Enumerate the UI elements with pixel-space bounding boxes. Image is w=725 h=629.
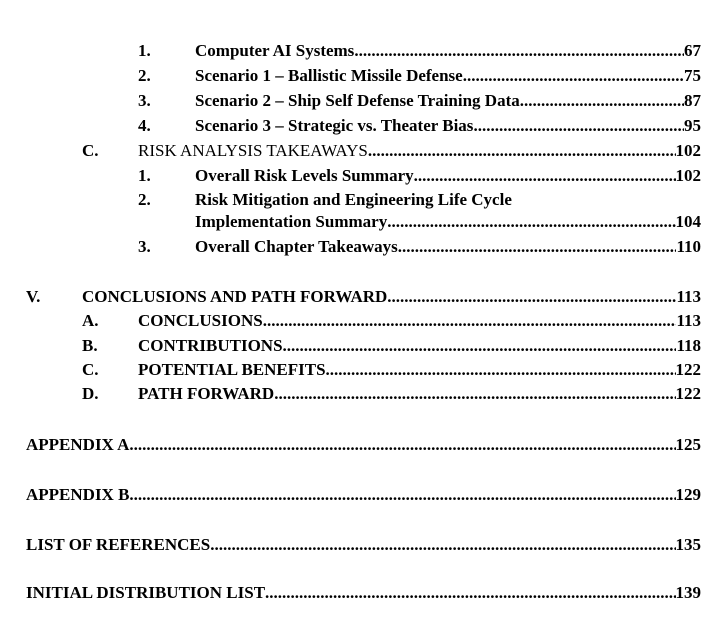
dot-leader bbox=[129, 434, 675, 456]
dot-leader bbox=[354, 40, 684, 62]
entry-line bbox=[138, 140, 701, 162]
entry-page: 95 bbox=[684, 116, 701, 135]
entry-line bbox=[195, 40, 701, 62]
toc-entry[interactable] bbox=[0, 189, 725, 235]
dot-leader bbox=[129, 484, 675, 506]
entry-line bbox=[195, 165, 701, 187]
dot-leader bbox=[463, 65, 684, 87]
toc-entry[interactable] bbox=[0, 582, 725, 604]
dot-leader bbox=[265, 582, 675, 604]
dot-leader bbox=[387, 286, 676, 308]
dot-leader bbox=[520, 90, 684, 112]
entry-number: A. bbox=[82, 311, 99, 330]
toc-entry[interactable] bbox=[0, 359, 725, 381]
entry-page: 129 bbox=[675, 485, 701, 504]
entry-page: 102 bbox=[675, 141, 701, 160]
entry-line bbox=[138, 335, 701, 357]
entry-line bbox=[26, 582, 701, 604]
toc-entry[interactable] bbox=[0, 40, 725, 62]
entry-page: 104 bbox=[675, 212, 701, 231]
entry-page: 113 bbox=[676, 287, 701, 306]
dot-leader bbox=[473, 115, 684, 137]
dot-leader bbox=[368, 140, 676, 162]
entry-line bbox=[82, 286, 701, 308]
entry-title: Implementation Summary bbox=[195, 212, 388, 231]
entry-number: 1. bbox=[138, 41, 151, 60]
entry-title: Overall Chapter Takeaways bbox=[195, 237, 398, 256]
entry-title-line1: Risk Mitigation and Engineering Life Cycle bbox=[195, 190, 512, 209]
dot-leader bbox=[387, 211, 675, 233]
entry-title: APPENDIX B bbox=[26, 485, 130, 504]
entry-line bbox=[195, 65, 701, 87]
entry-line bbox=[26, 434, 701, 456]
toc-entry[interactable] bbox=[0, 484, 725, 506]
dot-leader bbox=[274, 383, 675, 405]
toc-entry[interactable] bbox=[0, 383, 725, 405]
entry-line bbox=[138, 310, 701, 332]
entry-line bbox=[26, 484, 701, 506]
dot-leader bbox=[326, 359, 676, 381]
toc-entry[interactable] bbox=[0, 236, 725, 258]
toc-entry[interactable] bbox=[0, 165, 725, 187]
dot-leader bbox=[210, 534, 675, 556]
entry-number: C. bbox=[82, 141, 99, 160]
entry-title: LIST OF REFERENCES bbox=[26, 535, 211, 554]
entry-number: 4. bbox=[138, 116, 151, 135]
toc-entry[interactable] bbox=[0, 65, 725, 87]
entry-title: Overall Risk Levels Summary bbox=[195, 166, 414, 185]
entry-line bbox=[26, 534, 701, 556]
entry-title: PATH FORWARD bbox=[138, 384, 275, 403]
entry-number: 3. bbox=[138, 237, 151, 256]
entry-line bbox=[195, 236, 701, 258]
toc-entry[interactable] bbox=[0, 335, 725, 357]
entry-page: 122 bbox=[675, 360, 701, 379]
toc-entry[interactable] bbox=[0, 310, 725, 332]
entry-number: V. bbox=[26, 287, 41, 306]
toc-entry[interactable] bbox=[0, 434, 725, 456]
entry-number: 2. bbox=[138, 190, 151, 209]
entry-page: 87 bbox=[684, 91, 701, 110]
entry-page: 135 bbox=[675, 535, 701, 554]
entry-number: 3. bbox=[138, 91, 151, 110]
entry-title: POTENTIAL BENEFITS bbox=[138, 360, 326, 379]
dot-leader bbox=[283, 335, 677, 357]
dot-leader bbox=[398, 236, 677, 258]
entry-page: 75 bbox=[684, 66, 701, 85]
entry-page: 110 bbox=[676, 237, 701, 256]
entry-number: D. bbox=[82, 384, 99, 403]
toc-entry[interactable] bbox=[0, 534, 725, 556]
entry-page: 125 bbox=[675, 435, 701, 454]
entry-line bbox=[138, 359, 701, 381]
entry-number: 2. bbox=[138, 66, 151, 85]
toc-entry[interactable] bbox=[0, 90, 725, 112]
entry-number: 1. bbox=[138, 166, 151, 185]
entry-title: CONCLUSIONS AND PATH FORWARD bbox=[82, 287, 388, 306]
entry-number: C. bbox=[82, 360, 99, 379]
toc-entry[interactable] bbox=[0, 115, 725, 137]
entry-title: APPENDIX A bbox=[26, 435, 130, 454]
entry-page: 113 bbox=[676, 311, 701, 330]
entry-title: Computer AI Systems bbox=[195, 41, 355, 60]
toc-entry[interactable] bbox=[0, 140, 725, 162]
entry-title: Scenario 1 – Ballistic Missile Defense bbox=[195, 66, 463, 85]
entry-page: 122 bbox=[675, 384, 701, 403]
entry-line bbox=[195, 115, 701, 137]
entry-title: Scenario 3 – Strategic vs. Theater Bias bbox=[195, 116, 474, 135]
entry-title: Scenario 2 – Ship Self Defense Training Data bbox=[195, 91, 520, 110]
entry-page: 118 bbox=[676, 336, 701, 355]
entry-page: 139 bbox=[675, 583, 701, 602]
entry-title: INITIAL DISTRIBUTION LIST bbox=[26, 583, 266, 602]
entry-number: B. bbox=[82, 336, 98, 355]
entry-line bbox=[195, 90, 701, 112]
entry-page: 102 bbox=[675, 166, 701, 185]
entry-line bbox=[195, 211, 701, 233]
entry-title: CONCLUSIONS bbox=[138, 311, 263, 330]
dot-leader bbox=[414, 165, 676, 187]
dot-leader bbox=[263, 310, 677, 332]
entry-line bbox=[138, 383, 701, 405]
entry-page: 67 bbox=[684, 41, 701, 60]
entry-title: RISK ANALYSIS TAKEAWAYS bbox=[138, 141, 368, 160]
toc-entry[interactable] bbox=[0, 286, 725, 308]
entry-title: CONTRIBUTIONS bbox=[138, 336, 283, 355]
